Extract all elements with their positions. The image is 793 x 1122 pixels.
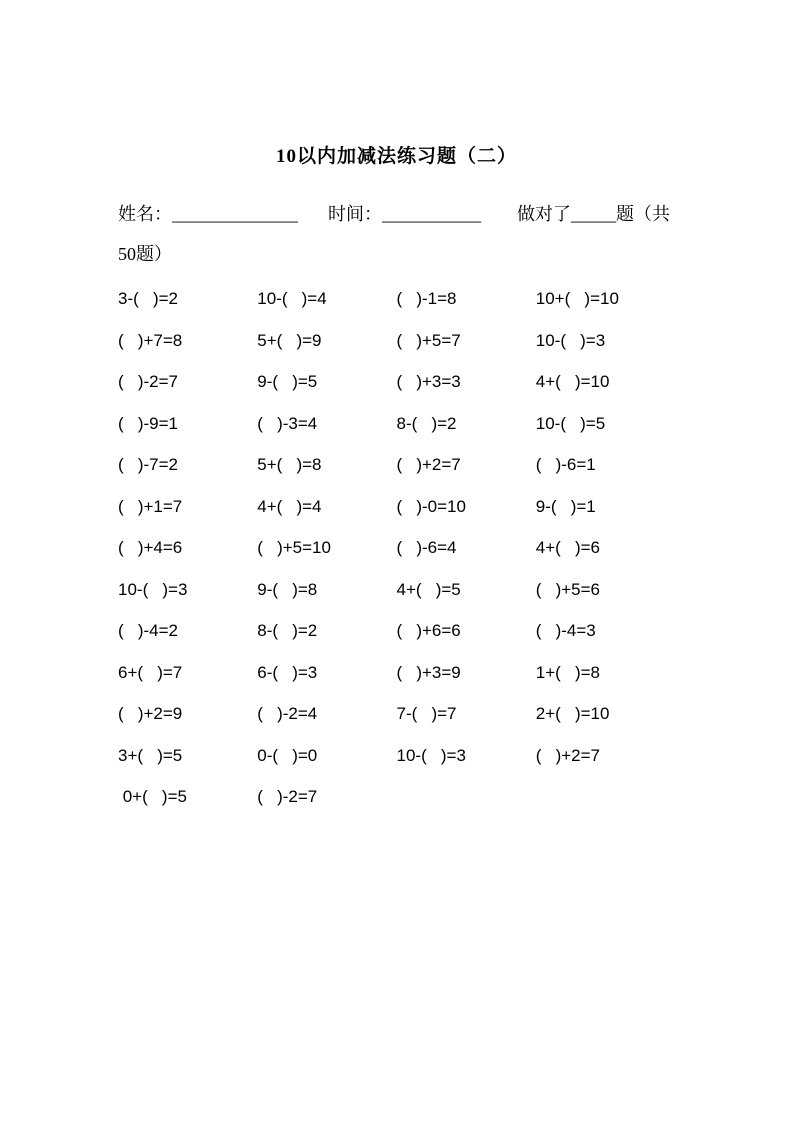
problem: 8-( )=2 [257, 621, 318, 640]
problem: 10+( )=10 [535, 289, 619, 308]
name-blank: ______________ [172, 204, 298, 224]
name-label: 姓名： [118, 204, 172, 224]
problem: 7-( )=7 [396, 704, 457, 723]
problem: ( )+2=7 [535, 745, 601, 765]
problem-row [118, 776, 675, 818]
header-continuation: 50题） [118, 244, 172, 264]
problem: ( )+2=9 [118, 704, 183, 723]
problem: ( )-2=7 [118, 372, 178, 391]
problem: 10-( )=3 [535, 330, 606, 350]
problem-row [118, 693, 675, 735]
score-suffix: 题（共 [616, 204, 670, 224]
problems-grid [118, 278, 675, 818]
problem: 8-( )=2 [396, 413, 457, 433]
problem: ( )+4=6 [118, 538, 183, 557]
problem-row [118, 486, 675, 528]
problem: 9-( )=1 [535, 496, 596, 516]
time-blank: ___________ [382, 204, 481, 224]
header-line [118, 194, 675, 234]
problem: ( )+6=6 [396, 621, 461, 640]
problem: ( )+5=6 [535, 579, 601, 599]
problem: 10-( )=4 [257, 289, 327, 308]
problem: 3+( )=5 [118, 745, 183, 765]
problem: ( )-4=2 [118, 621, 178, 640]
problem: ( )-6=1 [535, 455, 596, 474]
problem: 5+( )=8 [257, 455, 322, 474]
problem-row [118, 735, 675, 777]
problem: 4+( )=6 [535, 538, 601, 557]
problem: 4+( )=4 [257, 496, 322, 516]
problem: ( )+5=10 [257, 538, 331, 557]
problem: 6-( )=3 [257, 662, 318, 682]
problem: ( )+2=7 [396, 455, 461, 474]
problem-row [118, 278, 675, 320]
problem: ( )+3=3 [396, 372, 461, 391]
problem: ( )+7=8 [118, 330, 183, 350]
problem: 4+( )=10 [535, 372, 610, 391]
problem-row [118, 610, 675, 652]
problem: ( )-2=7 [257, 787, 318, 806]
problem: ( )-7=2 [118, 455, 178, 474]
problem: ( )-0=10 [396, 496, 466, 516]
problem: 9-( )=5 [257, 372, 318, 391]
problem: 10-( )=5 [535, 413, 606, 433]
problem: 10-( )=3 [396, 745, 466, 765]
problem-row [118, 527, 675, 569]
problem: 6+( )=7 [118, 662, 183, 682]
problem: ( )+3=9 [396, 662, 461, 682]
problem-row [118, 444, 675, 486]
score-blank: _____ [571, 204, 616, 224]
problem: ( )+5=7 [396, 330, 461, 350]
time-label: 时间： [328, 204, 382, 224]
problem-row [118, 652, 675, 694]
problem: 1+( )=8 [535, 662, 601, 682]
problem: ( )-4=3 [535, 621, 596, 640]
problem-row [118, 361, 675, 403]
problem: 4+( )=5 [396, 579, 461, 599]
problem: ( )-6=4 [396, 538, 457, 557]
problem-row [118, 320, 675, 362]
problem: ( )-3=4 [257, 413, 318, 433]
problem: ( )+1=7 [118, 496, 183, 516]
problem: 5+( )=9 [257, 330, 322, 350]
problem: ( )-2=4 [257, 704, 318, 723]
page-title: 10以内加减法练习题（二） [275, 146, 517, 167]
problem: 0-( )=0 [257, 745, 318, 765]
problem-row [118, 403, 675, 445]
problem: 3-( )=2 [118, 289, 178, 308]
problem-row [118, 569, 675, 611]
problem: 10-( )=3 [118, 579, 188, 599]
problem: 0+( )=5 [118, 787, 187, 806]
problem: ( )-9=1 [118, 413, 178, 433]
problem: ( )-1=8 [396, 289, 457, 308]
score-label: 做对了 [517, 204, 571, 224]
problem: 9-( )=8 [257, 579, 318, 599]
problem: 2+( )=10 [535, 704, 610, 723]
